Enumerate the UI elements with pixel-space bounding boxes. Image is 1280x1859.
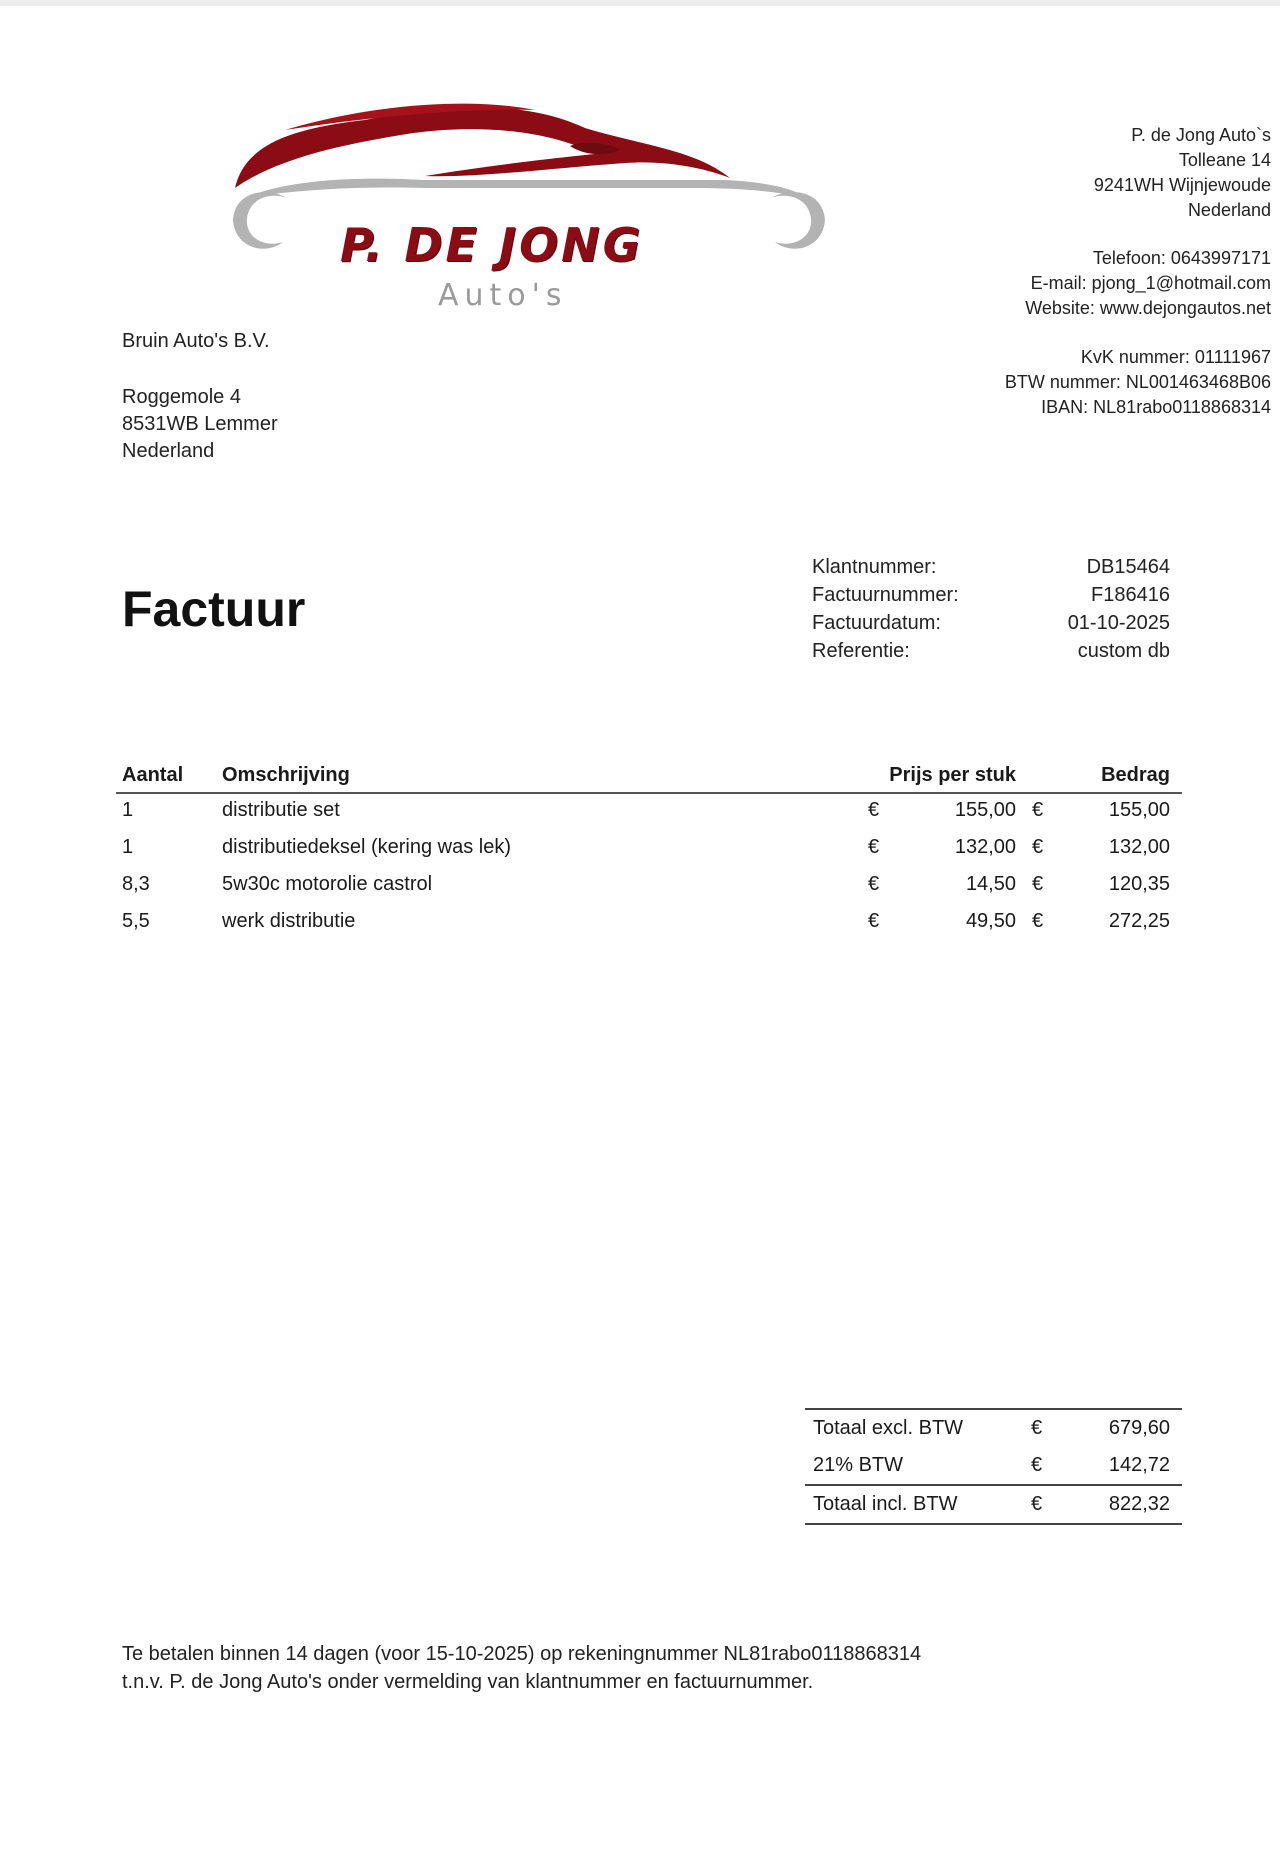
company-address	[851, 123, 1271, 223]
total-label: Totaal excl. BTW	[813, 1417, 964, 1439]
total-row	[805, 1410, 1182, 1447]
meta-label: Factuurdatum:	[812, 612, 941, 634]
total-label: Totaal incl. BTW	[813, 1493, 958, 1515]
grand-total-row	[805, 1484, 1182, 1525]
company-phone: Telefoon: 0643997171	[1092, 248, 1271, 268]
recipient-address	[122, 384, 278, 465]
row-price: 155,00	[954, 799, 1016, 821]
invoice-meta	[812, 553, 1170, 665]
row-currency: €	[1032, 873, 1044, 895]
table-row	[116, 794, 1182, 831]
meta-row	[812, 637, 1170, 665]
meta-label: Factuurnummer:	[812, 584, 959, 606]
row-desc: distributiedeksel (kering was lek)	[222, 836, 512, 858]
row-currency: €	[1032, 836, 1044, 858]
row-desc: werk distributie	[222, 910, 356, 932]
total-currency: €	[1031, 1417, 1043, 1439]
meta-label: Klantnummer:	[812, 556, 937, 578]
table-row	[116, 905, 1182, 942]
total-currency: €	[1031, 1493, 1043, 1515]
meta-value: F186416	[1091, 584, 1170, 606]
company-btw: BTW nummer: NL001463468B06	[1004, 372, 1271, 392]
meta-label: Referentie:	[812, 640, 910, 662]
row-price: 14,50	[965, 873, 1016, 895]
row-qty: 1	[122, 836, 134, 858]
meta-row	[812, 609, 1170, 637]
recipient-name: Bruin Auto's B.V.	[122, 330, 270, 352]
total-row	[805, 1447, 1182, 1484]
table-row	[116, 868, 1182, 905]
meta-row	[812, 553, 1170, 581]
company-registration	[851, 345, 1271, 420]
row-currency: €	[868, 873, 880, 895]
row-amount: 132,00	[1108, 836, 1170, 858]
row-price: 49,50	[965, 910, 1016, 932]
row-amount: 155,00	[1108, 799, 1170, 821]
row-currency: €	[868, 910, 880, 932]
row-currency: €	[868, 799, 880, 821]
header-qty: Aantal	[122, 764, 184, 786]
company-iban: IBAN: NL81rabo0118868314	[1041, 397, 1271, 417]
row-currency: €	[1032, 799, 1044, 821]
meta-value: custom db	[1077, 640, 1170, 662]
company-kvk: KvK nummer: 01111967	[1080, 347, 1271, 367]
table-header	[116, 760, 1182, 794]
total-label: 21% BTW	[813, 1454, 904, 1476]
company-contact	[851, 246, 1271, 321]
row-currency: €	[868, 836, 880, 858]
company-email: E-mail: pjong_1@hotmail.com	[1030, 273, 1271, 293]
document-title: Factuur	[122, 581, 306, 637]
row-amount: 272,25	[1108, 910, 1170, 932]
row-price: 132,00	[954, 836, 1016, 858]
table-row	[116, 831, 1182, 868]
row-desc: 5w30c motorolie castrol	[222, 873, 433, 895]
recipient-line: 8531WB Lemmer	[122, 413, 278, 435]
total-amount: 822,32	[1108, 1493, 1170, 1515]
company-logo	[225, 88, 825, 313]
totals-table	[805, 1408, 1182, 1525]
row-currency: €	[1032, 910, 1044, 932]
logo-subtitle: Auto's	[438, 278, 568, 313]
row-qty: 8,3	[122, 873, 150, 895]
company-line: P. de Jong Auto`s	[1131, 125, 1271, 145]
company-website: Website: www.dejongautos.net	[1025, 298, 1271, 318]
meta-row	[812, 581, 1170, 609]
recipient-line: Roggemole 4	[122, 386, 241, 408]
header-amount: Bedrag	[1101, 764, 1170, 786]
meta-value: 01-10-2025	[1067, 612, 1170, 634]
recipient-line: Nederland	[122, 440, 215, 462]
header-desc: Omschrijving	[222, 764, 350, 786]
row-amount: 120,35	[1108, 873, 1170, 895]
car-silhouette-icon	[225, 88, 825, 308]
total-currency: €	[1031, 1454, 1043, 1476]
row-qty: 5,5	[122, 910, 150, 932]
meta-value: DB15464	[1086, 556, 1170, 578]
total-amount: 142,72	[1108, 1454, 1170, 1476]
header-price: Prijs per stuk	[889, 764, 1016, 786]
payment-line: t.n.v. P. de Jong Auto's onder vermelding van klantnummer en factuurnummer.	[122, 1671, 814, 1693]
total-amount: 679,60	[1108, 1417, 1170, 1439]
company-line: Tolleane 14	[1178, 150, 1271, 170]
row-desc: distributie set	[222, 799, 340, 821]
row-qty: 1	[122, 799, 134, 821]
logo-wordmark: P. DE JONG	[340, 218, 644, 272]
company-line: Nederland	[1187, 200, 1271, 220]
company-line: 9241WH Wijnjewoude	[1093, 175, 1271, 195]
line-items-table	[116, 760, 1182, 942]
top-border	[0, 0, 1280, 6]
payment-terms	[122, 1640, 921, 1696]
payment-line: Te betalen binnen 14 dagen (voor 15-10-2025) op rekeningnummer NL81rabo0118868314	[122, 1643, 922, 1665]
